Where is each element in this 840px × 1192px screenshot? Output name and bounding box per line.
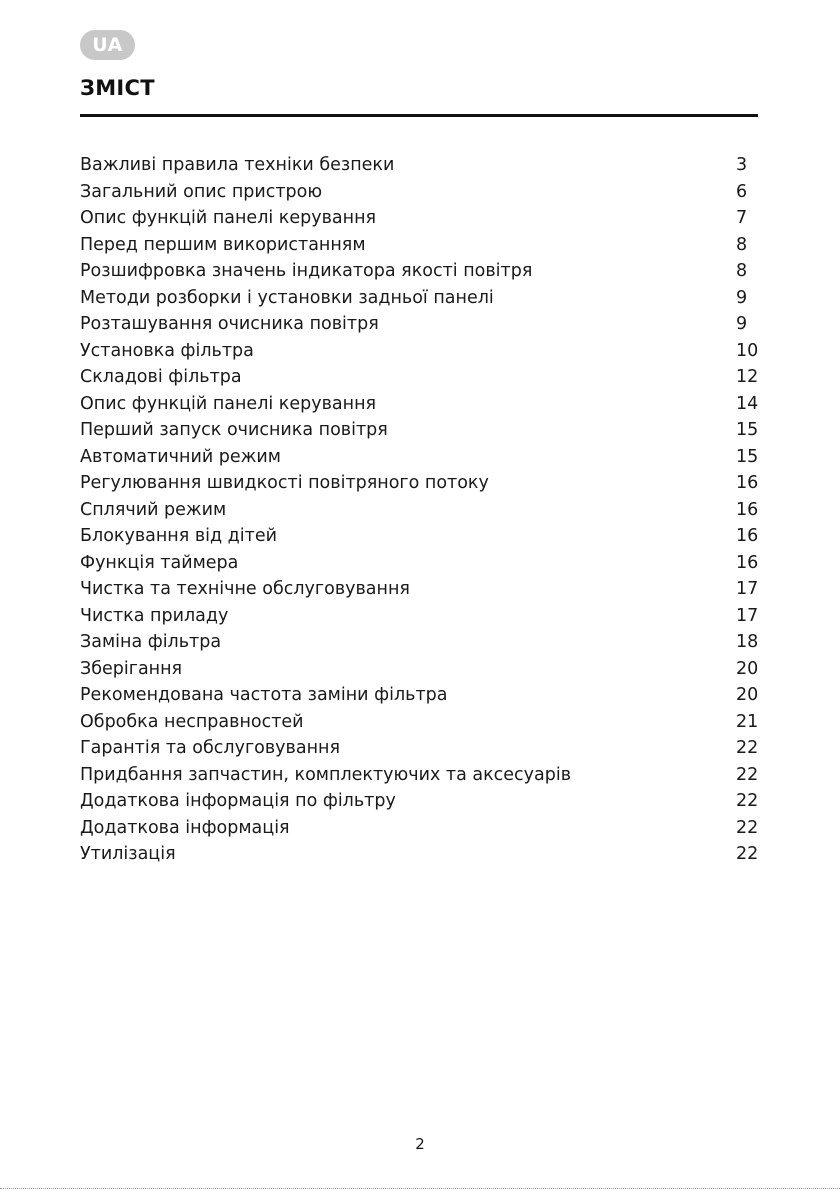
toc-entry-title: Обробка несправностей	[80, 711, 304, 732]
toc-entry-page: 16	[736, 473, 759, 493]
toc-entry[interactable]	[80, 656, 758, 683]
toc-entry[interactable]	[80, 444, 758, 471]
toc-entry-page: 22	[736, 738, 759, 758]
toc-entry-title: Функція таймера	[80, 552, 239, 573]
toc-entry[interactable]	[80, 709, 758, 736]
toc-entry[interactable]	[80, 841, 758, 868]
toc-entry-page: 22	[736, 764, 759, 785]
toc-entry-title: Установка фільтра	[80, 340, 254, 361]
toc-entry[interactable]	[80, 603, 758, 630]
toc-entry-title: Опис функцій панелі керування	[80, 393, 377, 414]
toc-entry-page: 16	[736, 552, 759, 573]
language-badge: UA	[80, 30, 135, 60]
toc-entry-title: Автоматичний режим	[80, 446, 281, 467]
toc-entry-page: 7	[736, 208, 748, 228]
toc-entry-title: Регулювання швидкості повітряного потоку	[80, 473, 489, 493]
toc-entry[interactable]	[80, 285, 758, 312]
toc-entry-title: Загальний опис пристрою	[80, 181, 323, 202]
page-number: 2	[415, 1135, 425, 1153]
toc-entry-page: 22	[736, 844, 759, 864]
toc-entry-page: 18	[736, 632, 759, 652]
toc-entry-title: Перед першим використанням	[80, 234, 366, 255]
toc-entry-page: 17	[736, 579, 759, 599]
toc-entry-title: Методи розборки і установки задньої панелі	[80, 287, 494, 308]
toc-entry[interactable]	[80, 311, 758, 338]
toc-entry-title: Рекомендована частота заміни фільтра	[80, 685, 448, 705]
toc-entry-page: 16	[736, 526, 759, 546]
page-bottom-border	[0, 1188, 840, 1189]
toc-entry-page: 20	[736, 658, 759, 679]
toc-entry-title: Заміна фільтра	[80, 632, 222, 652]
toc-entry[interactable]	[80, 338, 758, 365]
toc-entry-page: 8	[736, 261, 748, 281]
toc-entry-title: Розшифровка значень індикатора якості повітря	[80, 261, 533, 281]
toc-entry[interactable]	[80, 470, 758, 497]
toc-entry[interactable]	[80, 682, 758, 709]
page-title: ЗМІСТ	[80, 76, 155, 100]
toc-entry[interactable]	[80, 815, 758, 842]
toc-entry-page: 12	[736, 367, 759, 387]
toc-entry[interactable]	[80, 258, 758, 285]
toc-entry[interactable]	[80, 629, 758, 656]
toc-entry-title: Важливі правила техніки безпеки	[80, 155, 395, 175]
toc-entry[interactable]	[80, 735, 758, 762]
toc-entry[interactable]	[80, 523, 758, 550]
toc-entry[interactable]	[80, 576, 758, 603]
table-of-contents	[80, 152, 758, 868]
toc-entry-page: 10	[736, 340, 759, 361]
toc-entry-page: 9	[736, 287, 748, 308]
toc-entry-page: 17	[736, 605, 759, 626]
toc-entry-page: 22	[736, 791, 759, 811]
toc-entry-title: Чистка та технічне обслуговування	[80, 579, 410, 599]
toc-entry-page: 6	[736, 181, 748, 202]
toc-entry-title: Перший запуск очисника повітря	[80, 420, 388, 440]
toc-entry[interactable]	[80, 550, 758, 577]
toc-entry[interactable]	[80, 788, 758, 815]
toc-entry-page: 15	[736, 446, 759, 467]
toc-entry[interactable]	[80, 497, 758, 524]
toc-entry-title: Гарантія та обслуговування	[80, 738, 340, 758]
toc-entry-page: 22	[736, 817, 759, 838]
toc-entry-page: 8	[736, 234, 748, 255]
toc-entry-page: 16	[736, 499, 759, 520]
toc-entry[interactable]	[80, 762, 758, 789]
toc-entry-page: 9	[736, 314, 748, 334]
toc-entry[interactable]	[80, 232, 758, 259]
toc-entry[interactable]	[80, 179, 758, 206]
toc-entry-title: Утилізація	[80, 844, 176, 864]
toc-entry[interactable]	[80, 205, 758, 232]
toc-entry-title: Розташування очисника повітря	[80, 314, 379, 334]
toc-entry-page: 14	[736, 393, 759, 414]
toc-entry-title: Складові фільтра	[80, 367, 242, 387]
toc-entry-page: 21	[736, 711, 759, 732]
toc-entry[interactable]	[80, 417, 758, 444]
toc-entry-title: Сплячий режим	[80, 499, 227, 520]
toc-entry-title: Придбання запчастин, комплектуючих та аксесуарів	[80, 764, 572, 785]
toc-entry-title: Чистка приладу	[80, 605, 229, 626]
title-divider	[80, 114, 758, 117]
toc-entry-title: Додаткова інформація по фільтру	[80, 791, 396, 811]
toc-entry-title: Опис функцій панелі керування	[80, 208, 377, 228]
toc-entry[interactable]	[80, 152, 758, 179]
toc-entry-title: Зберігання	[80, 658, 183, 679]
toc-entry[interactable]	[80, 364, 758, 391]
toc-entry-title: Додаткова інформація	[80, 817, 290, 838]
toc-entry-page: 3	[736, 155, 748, 175]
toc-entry-page: 15	[736, 420, 759, 440]
toc-entry-title: Блокування від дітей	[80, 526, 277, 546]
toc-entry[interactable]	[80, 391, 758, 418]
toc-entry-page: 20	[736, 685, 759, 705]
